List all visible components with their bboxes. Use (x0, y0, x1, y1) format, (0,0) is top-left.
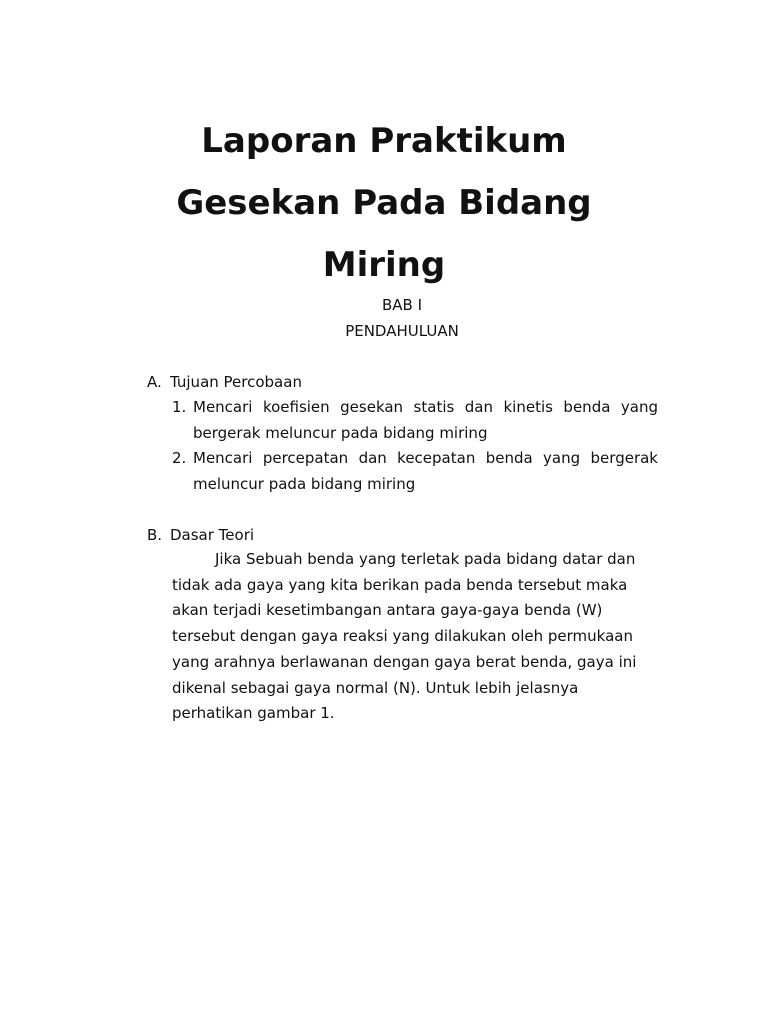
list-item-number: 2. (172, 449, 187, 467)
title-line: Miring (322, 245, 446, 285)
document-title (0, 110, 768, 296)
chapter-heading (0, 292, 768, 344)
title-line: Laporan Praktikum (201, 121, 567, 161)
section-title: Tujuan Percobaan (170, 373, 302, 391)
chapter-number: BAB I (381, 296, 423, 314)
paragraph-line: yang arahnya berlawanan dengan gaya berat benda, gaya ini (172, 652, 637, 671)
list-item-text: Mencari percepatan dan kecepatan benda yang bergerak meluncur pada bidang miring (193, 449, 658, 493)
title-line: Gesekan Pada Bidang (176, 183, 592, 223)
list-item (172, 446, 658, 497)
list-item-text: Mencari koefisien gesekan statis dan kinetis benda yang bergerak meluncur pada bidang miring (193, 398, 658, 442)
section-marker: A. (147, 373, 162, 391)
section-marker: B. (147, 526, 163, 544)
chapter-name: PENDAHULUAN (345, 322, 459, 340)
paragraph-line: perhatikan gambar 1. (172, 704, 335, 723)
objectives-list (172, 395, 658, 497)
paragraph-line: dikenal sebagai gaya normal (N). Untuk lebih jelasnya (172, 678, 579, 697)
section-heading-b (147, 522, 254, 548)
paragraph-line: akan terjadi kesetimbangan antara gaya-gaya benda (W) (172, 601, 603, 620)
paragraph-line: tidak ada gaya yang kita berikan pada benda tersebut maka (172, 575, 628, 594)
theory-paragraph (172, 547, 672, 727)
section-heading-a (147, 369, 302, 395)
section-title: Dasar Teori (170, 526, 255, 544)
list-item (172, 395, 658, 446)
list-item-number: 1. (172, 398, 187, 416)
paragraph-line: Jika Sebuah benda yang terletak pada bidang datar dan (215, 550, 636, 568)
paragraph-line: tersebut dengan gaya reaksi yang dilakukan oleh permukaan (172, 627, 633, 646)
